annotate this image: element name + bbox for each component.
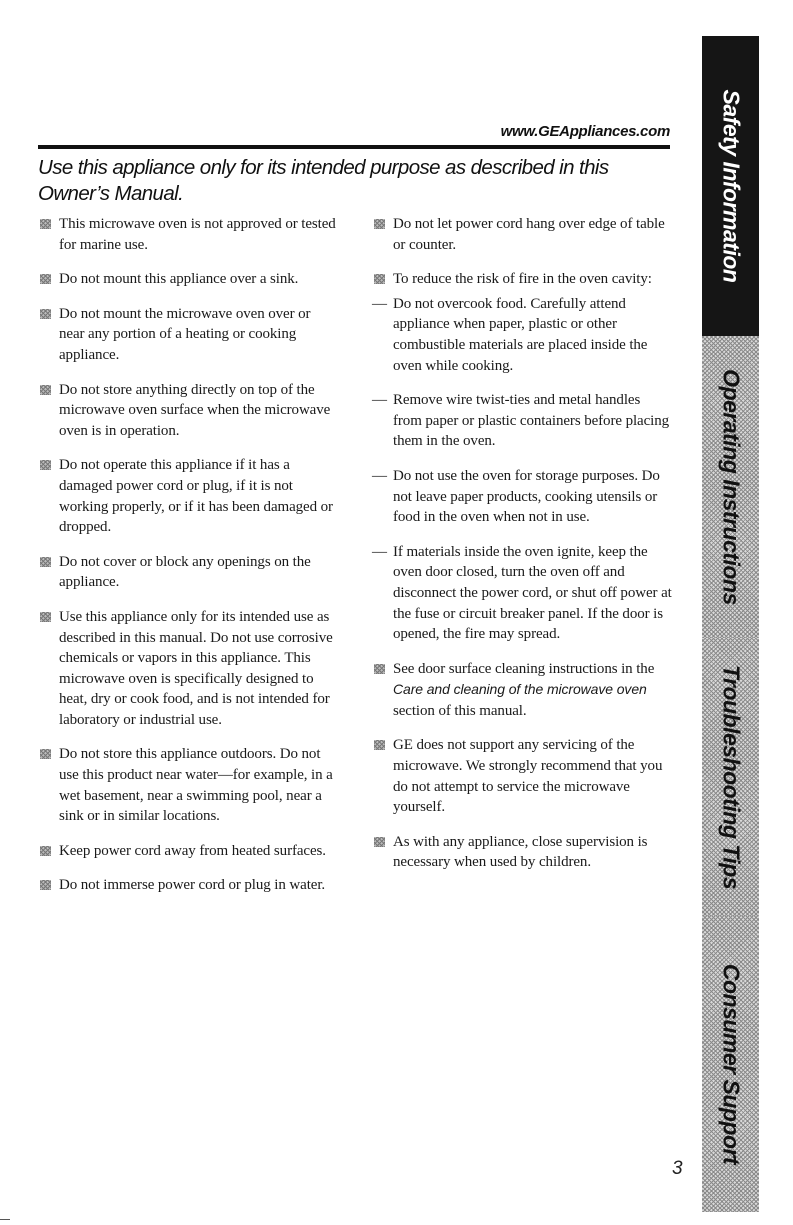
heading-line-2: Owner’s Manual. [38,182,184,205]
bullet-icon [40,557,51,567]
dash-mark: — [372,467,387,484]
corner-mark [0,1219,10,1220]
bullet-icon [40,880,51,890]
tab-consumer-support: Consumer Support [702,916,759,1212]
dash-mark: — [372,295,387,312]
bullet-icon [40,460,51,470]
page-heading [38,155,678,207]
list-item: This microwave oven is not approved or tested for marine use. [38,214,338,255]
page-number: 3 [672,1158,683,1179]
dash-item: — Do not overcook food. Carefully attend appliance when paper, plastic or other combustible materials are placed inside the oven while cooking. [372,295,648,374]
bullet-icon [40,385,51,395]
bullet-icon [374,837,385,847]
list-item: Do not mount this appliance over a sink. [38,269,338,290]
list-item: Do not mount the microwave oven over or near any portion of a heating or cooking appliance. [38,304,338,366]
list-item: Do not store anything directly on top of the microwave oven surface when the microwave oven is in operation. [38,380,338,442]
header-rule [38,145,670,149]
list-item: Do not immerse power cord or plug in water. [38,875,338,896]
bullet-icon [40,219,51,229]
list-item: Keep power cord away from heated surfaces. [38,841,338,862]
list-item: Do not cover or block any openings on the appliance. [38,552,338,593]
bullet-icon [374,664,385,674]
tab-troubleshooting-tips: Troubleshooting Tips [702,638,759,916]
dash-item: — Remove wire twist-ties and metal handles from paper or plastic containers before placing them in the oven. [372,392,670,450]
dash-item: — If materials inside the oven ignite, keep the oven door closed, turn the oven off and disconnect the power cord, or shut off power at the fuse or circuit breaker panel. If the door is opened, the fire may spread. [372,543,672,643]
website-url: www.GEAppliances.com [500,123,670,140]
right-column [372,214,672,887]
section-sidebar [702,36,759,1212]
bullet-icon [40,274,51,284]
list-item: To reduce the risk of fire in the oven cavity: [372,269,672,290]
bullet-icon [40,309,51,319]
dash-item: — Do not use the oven for storage purposes. Do not leave paper products, cooking utensils or food in the oven when not in use. [372,467,660,526]
left-column [38,214,338,910]
list-item: See door surface cleaning instructions in the Care and cleaning of the microwave oven section of this manual. [372,659,672,722]
bullet-icon [374,219,385,229]
bullet-icon [40,846,51,856]
list-item: Do not store this appliance outdoors. Do not use this product near water—for example, in a wet basement, near a swimming pool, near a sink or in similar locations. [38,744,338,826]
bullet-icon [374,740,385,750]
section-reference: Care and cleaning of the microwave oven [393,681,647,698]
list-item: Use this appliance only for its intended use as described in this manual. Do not use corrosive chemicals or vapors in this appliance. This microwave oven is specifically designed to heat, dry or cook food, and is not intended for laboratory or industrial use. [38,607,338,731]
bullet-icon [40,749,51,759]
list-item: As with any appliance, close supervision is necessary when used by children. [372,832,672,873]
list-item: Do not let power cord hang over edge of table or counter. [372,214,672,255]
heading-line-1: Use this appliance only for its intended purpose as described in this [38,156,609,179]
dash-mark: — [372,543,387,560]
bullet-icon [40,612,51,622]
bullet-icon [374,274,385,284]
dash-mark: — [372,392,387,409]
tab-operating-instructions: Operating Instructions [702,336,759,638]
list-item: GE does not support any servicing of the microwave. We strongly recommend that you do not attempt to service the microwave yourself. [372,735,672,817]
list-item: Do not operate this appliance if it has a damaged power cord or plug, if it is not working properly, or if it has been damaged or dropped. [38,455,338,537]
tab-safety-information: Safety Information [702,36,759,336]
